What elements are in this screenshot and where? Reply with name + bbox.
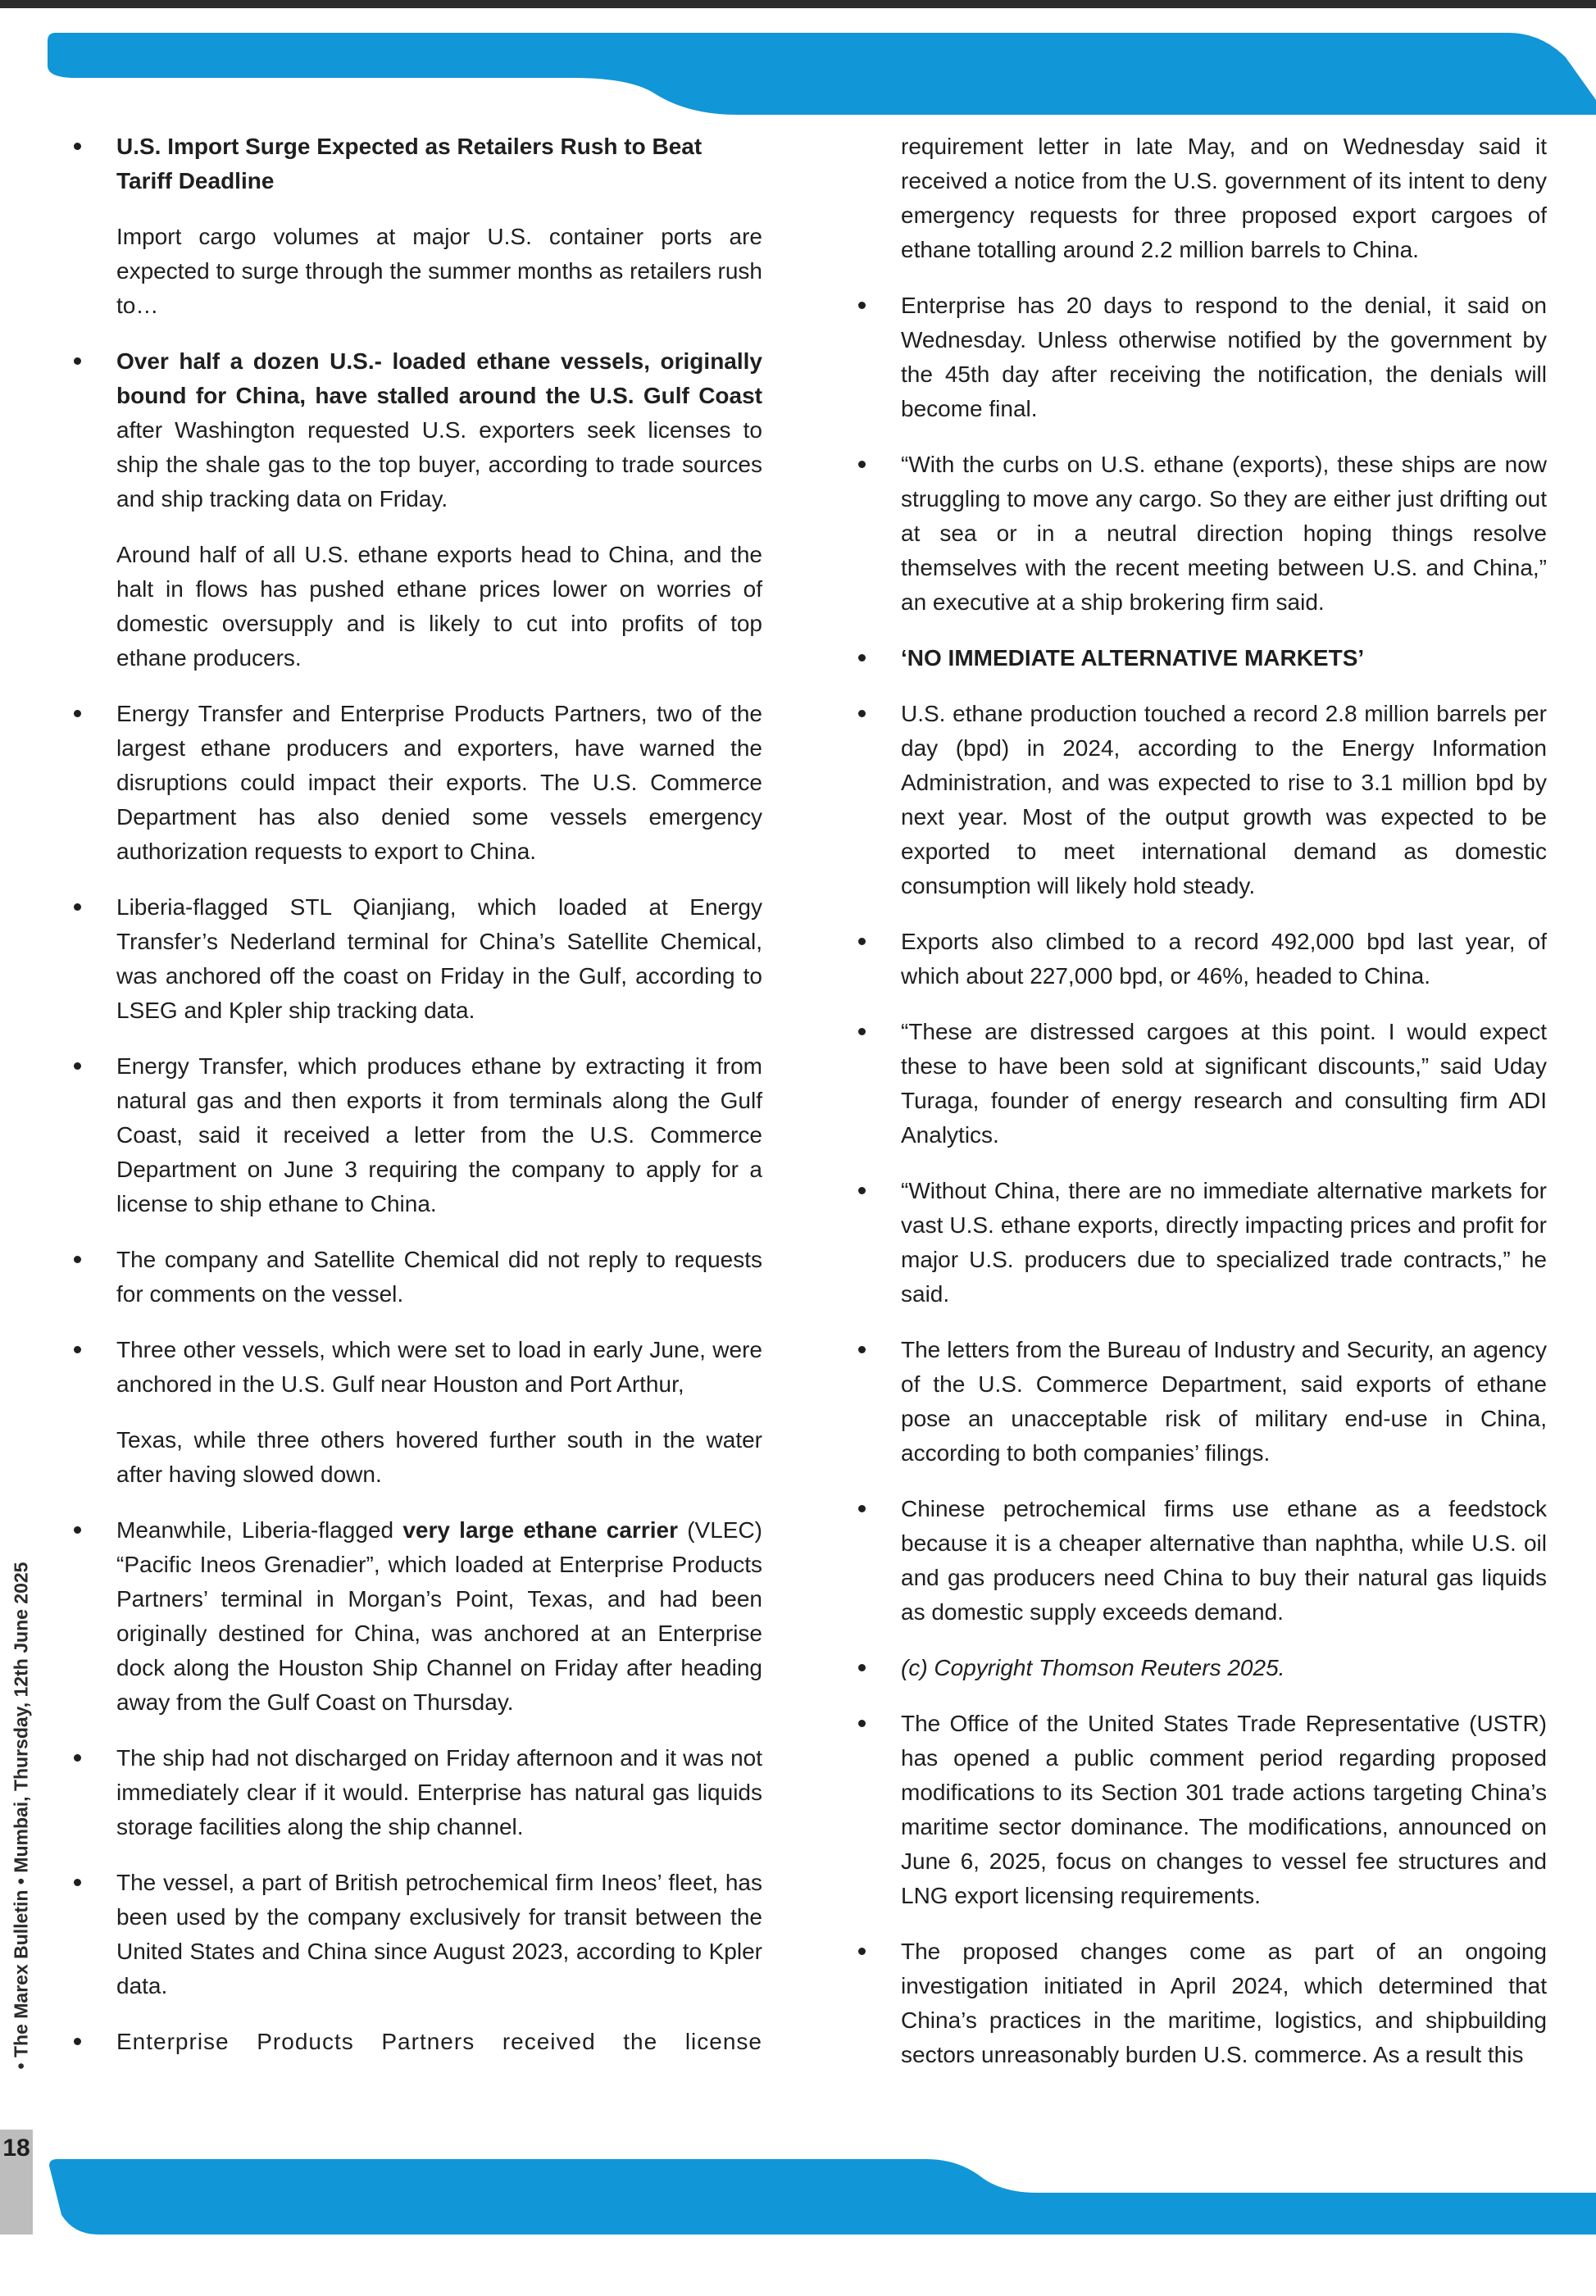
article-item (74, 697, 762, 869)
article-item (74, 1513, 762, 1720)
article-item (74, 2025, 762, 2059)
article-paragraph (116, 1513, 762, 1720)
bullet-icon (858, 461, 866, 468)
paragraph-text: (VLEC) “Pacific Ineos Grenadier”, which loaded at Enterprise Products Partners’ terminal in Morgan’s Point, Texas, and had been originally destined for China, was anchored at an Enterprise dock along the Houston Ship Channel on Friday after heading away from the Gulf Coast on Thursday. (116, 1517, 763, 1715)
bullet-icon (858, 1028, 866, 1035)
bullet-icon (74, 357, 81, 365)
article-item (858, 641, 1547, 675)
publication-info: • The Marex Bulletin • Mumbai, Thursday, 12th June 2025 (10, 1562, 32, 2070)
bullet-icon (858, 1505, 866, 1512)
article-item (74, 1741, 762, 1844)
article-paragraph: “With the curbs on U.S. ethane (exports), these ships are now struggling to move any cargo. So they are either just drifting out at sea or in a neutral direction hoping things resolve themselves with the recent meeting between U.S. and China,” an executive at a ship brokering firm said. (901, 452, 1547, 615)
article-item (858, 697, 1547, 903)
bullet-icon (858, 302, 866, 309)
publication-sidebar (5, 1533, 38, 2098)
article-paragraph: “Without China, there are no immediate alternative markets for vast U.S. ethane exports, directly impacting prices and profit for major U.S. producers due to specialized trade contracts,” he said. (901, 1178, 1547, 1307)
article-item (74, 1049, 762, 1221)
article-item (858, 289, 1547, 426)
bullet-icon (858, 710, 866, 717)
section-subheading: ‘NO IMMEDIATE ALTERNATIVE MARKETS’ (901, 645, 1365, 671)
bullet-icon (74, 903, 81, 911)
bullet-icon (858, 1720, 866, 1727)
bold-lead: Over half a dozen U.S.- loaded ethane vessels, originally bound for China, have stalled around the U.S. Gulf Coast (116, 348, 762, 408)
bullet-icon (74, 1062, 81, 1070)
bullet-icon (858, 1948, 866, 1955)
top-border-bar (0, 0, 1596, 8)
bullet-icon (858, 938, 866, 945)
bullet-icon (74, 1256, 81, 1263)
article-paragraph: The vessel, a part of British petrochemical firm Ineos’ fleet, has been used by the company exclusively for transit between the United States and China since August 2023, according to Kpler data. (116, 1870, 762, 1998)
article-paragraph: “These are distressed cargoes at this point. I would expect these to have been sold at significant discounts,” said Uday Turaga, founder of energy research and consulting firm ADI Analytics. (901, 1019, 1547, 1148)
bullet-icon (858, 1187, 866, 1194)
article-item (858, 1707, 1547, 1913)
article-paragraph: Enterprise Products Partners received the license (116, 2029, 762, 2054)
bullet-icon (74, 710, 81, 717)
article-item (858, 1935, 1547, 2072)
article-paragraph: Exports also climbed to a record 492,000 bpd last year, of which about 227,000 bpd, or 46%, headed to China. (901, 929, 1547, 989)
article-item (74, 1333, 762, 1492)
article-item (858, 1651, 1547, 1685)
copyright-notice: (c) Copyright Thomson Reuters 2025. (901, 1655, 1285, 1680)
article-paragraph: requirement letter in late May, and on Wednesday said it received a notice from the U.S. government of its intent to deny emergency requests for three proposed export cargoes of ethane totalling around 2.2 million barrels to China. (901, 134, 1547, 262)
article-item (74, 1243, 762, 1312)
left-column (74, 130, 762, 2080)
article-paragraph: The company and Satellite Chemical did not reply to requests for comments on the vessel. (116, 1247, 762, 1307)
bold-phrase: very large ethane carrier (402, 1517, 678, 1543)
article-paragraph: The letters from the Bureau of Industry and Security, an agency of the U.S. Commerce Department, said exports of ethane pose an unacceptable risk of military end-use in China, according to both companies’ filings. (901, 1337, 1547, 1466)
bullet-icon (858, 1346, 866, 1353)
article-paragraph: U.S. ethane production touched a record 2.8 million barrels per day (bpd) in 2024, according to the Energy Information Administration, and was expected to rise to 3.1 million bpd by next year. Most of the output growth was expected to be exported to meet international demand as domestic consumption will likely hold steady. (901, 701, 1547, 898)
article-paragraph: Chinese petrochemical firms use ethane as a feedstock because it is a cheaper alternative than naphtha, while U.S. oil and gas producers need China to buy their natural gas liquids as domestic supply exceeds demand. (901, 1496, 1547, 1625)
article-paragraph: Texas, while three others hovered further south in the water after having slowed down. (116, 1427, 762, 1487)
article-paragraph: Energy Transfer, which produces ethane by extracting it from natural gas and then exports it from terminals along the Gulf Coast, said it received a letter from the U.S. Commerce Department on June 3 requiring the company to apply for a license to ship ethane to China. (116, 1053, 762, 1216)
article-item (74, 890, 762, 1028)
article-continuation (858, 130, 1547, 267)
bullet-icon (858, 654, 866, 662)
right-column (858, 130, 1547, 2094)
bullet-icon (74, 1346, 81, 1353)
bullet-icon (74, 2038, 81, 2045)
bullet-icon (858, 1664, 866, 1671)
bullet-icon (74, 1754, 81, 1762)
footer-wave-decoration (0, 2156, 1596, 2238)
article-item (74, 344, 762, 675)
article-paragraph: Around half of all U.S. ethane exports head to China, and the halt in flows has pushed ethane prices lower on worries of domestic oversupply and is likely to cut into profits of top ethane producers. (116, 542, 762, 671)
article-paragraph: Energy Transfer and Enterprise Products Partners, two of the largest ethane producers and exporters, have warned the disruptions could impact their exports. The U.S. Commerce Department has also denied some vessels emergency authorization requests to export to China. (116, 701, 762, 864)
article-paragraph: Import cargo volumes at major U.S. container ports are expected to surge through the summer months as retailers rush to… (116, 224, 762, 318)
article-item (74, 1866, 762, 2003)
article-paragraph: Three other vessels, which were set to load in early June, were anchored in the U.S. Gulf near Houston and Port Arthur, (116, 1337, 762, 1397)
article-item (858, 448, 1547, 620)
article-headline: U.S. Import Surge Expected as Retailers Rush to Beat Tariff Deadline (116, 134, 703, 193)
article-item (858, 925, 1547, 993)
article-paragraph: Liberia-flagged STL Qianjiang, which loaded at Energy Transfer’s Nederland terminal for China’s Satellite Chemical, was anchored off the coast on Friday in the Gulf, according to LSEG and Kpler ship tracking data. (116, 894, 762, 1023)
paragraph-text: after Washington requested U.S. exporters seek licenses to ship the shale gas to the top buyer, according to trade sources and ship tracking data on Friday. (116, 417, 762, 511)
page-number: 18 (2, 2135, 30, 2162)
article-item (858, 1174, 1547, 1312)
bullet-icon (74, 143, 81, 150)
article-paragraph: The proposed changes come as part of an ongoing investigation initiated in April 2024, which determined that China’s practices in the maritime, logistics, and shipbuilding sectors unreasonably burden U.S. commerce. As a result this (901, 1939, 1547, 2067)
header-wave-decoration (0, 33, 1596, 115)
article-paragraph: The ship had not discharged on Friday afternoon and it was not immediately clear if it would. Enterprise has natural gas liquids storage facilities along the ship channel. (116, 1745, 762, 1839)
article-paragraph: The Office of the United States Trade Representative (USTR) has opened a public comment period regarding proposed modifications to its Section 301 trade actions targeting China’s maritime sector dominance. The modifications, announced on June 6, 2025, focus on changes to vessel fee structures and LNG export licensing requirements. (901, 1711, 1547, 1908)
article-item (858, 1492, 1547, 1630)
article-item (858, 1333, 1547, 1471)
bullet-icon (74, 1526, 81, 1534)
bullet-icon (74, 1879, 81, 1886)
article-item (74, 130, 762, 323)
article-item (858, 1015, 1547, 1153)
article-paragraph: Enterprise has 20 days to respond to the denial, it said on Wednesday. Unless otherwise notified by the government by the 45th day after receiving the notification, the denials will become final. (901, 293, 1547, 421)
article-paragraph (116, 344, 762, 516)
paragraph-text: Meanwhile, Liberia-flagged (116, 1517, 403, 1543)
